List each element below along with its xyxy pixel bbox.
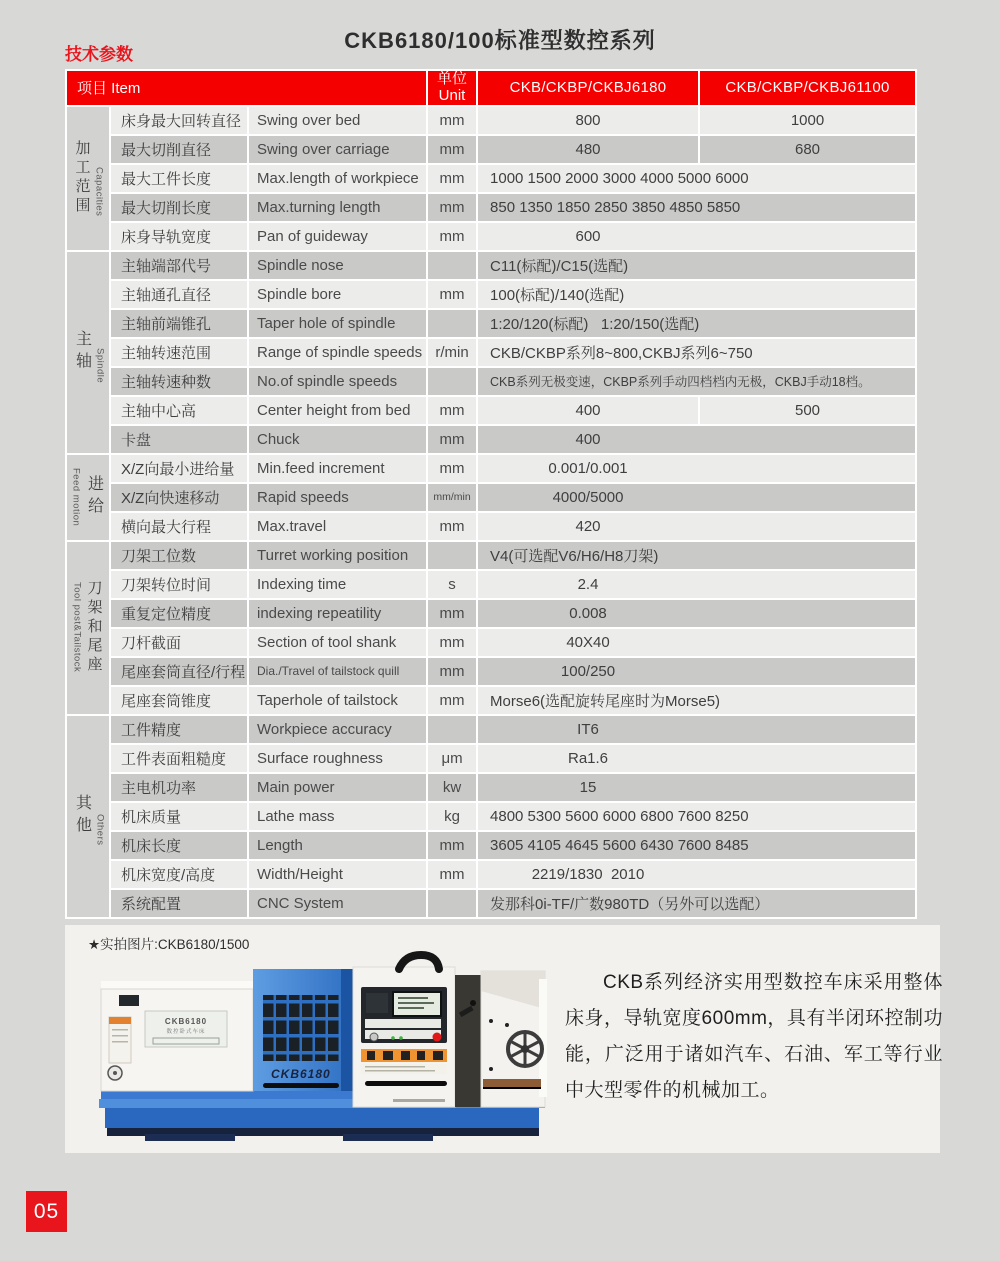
- value-cell: 1:20/120(标配) 1:20/150(选配): [478, 310, 915, 337]
- category-label-cn: 其他: [73, 794, 91, 839]
- spec-row: [67, 629, 915, 656]
- warning-label-header: [109, 1017, 131, 1024]
- category-label-cn: 加工范围: [73, 140, 91, 217]
- item-name-en: Main power: [249, 774, 426, 801]
- value-cell: [478, 658, 915, 685]
- item-name-cn: 主轴前端锥孔: [111, 310, 247, 337]
- value-text: 0.008: [569, 604, 607, 622]
- value-cell: [478, 745, 915, 772]
- value-cell: 850 1350 1850 2850 3850 4850 5850: [478, 194, 915, 221]
- warning-glyph: [401, 1051, 410, 1060]
- item-name-en: Section of tool shank: [249, 629, 426, 656]
- mode-knob: [370, 1033, 378, 1041]
- page-title: CKB6180/100标准型数控系列: [344, 28, 656, 53]
- info-label: [361, 1064, 447, 1074]
- value-cell: [478, 629, 915, 656]
- value-cell-61100: 680: [700, 136, 915, 163]
- unit-cell: r/min: [428, 339, 476, 366]
- category-cell: [67, 716, 109, 917]
- item-name-cn: 最大工件长度: [111, 165, 247, 192]
- category-label-en: Feed motion: [70, 467, 82, 527]
- item-name-cn: 主轴端部代号: [111, 252, 247, 279]
- screen-line: [398, 997, 428, 999]
- machine-foot-left: [145, 1134, 235, 1141]
- item-name-en: Max.length of workpiece: [249, 165, 426, 192]
- unit-cell: [428, 368, 476, 395]
- item-name-en: Dia./Travel of tailstock quill: [249, 658, 426, 685]
- machine-base: [105, 1108, 539, 1128]
- gauge-center: [113, 1071, 117, 1075]
- spec-row: [67, 107, 915, 134]
- item-name-cn: 刀杆截面: [111, 629, 247, 656]
- spec-row: [67, 368, 915, 395]
- item-name-en: Length: [249, 832, 426, 859]
- label-line: [112, 1029, 128, 1031]
- item-name-cn: 尾座套筒直径/行程: [111, 658, 247, 685]
- value-cell: 3605 4105 4645 5600 6430 7600 8485: [478, 832, 915, 859]
- value-cell: 100(标配)/140(选配): [478, 281, 915, 308]
- category-label-en: Capacities: [93, 167, 105, 217]
- category-label-cn: 进给: [85, 475, 103, 520]
- description-paragraph: CKB系列经济实用型数控车床采用整体床身，导轨宽度600mm，具有半闭环控制功能，广泛用于诸如汽车、石油、军工等行业中大型零件的机械加工。: [565, 972, 943, 1102]
- value-text: 400: [575, 430, 601, 448]
- item-name-cn: 工件精度: [111, 716, 247, 743]
- spec-row: [67, 484, 915, 511]
- item-name-cn: 主轴通孔直径: [111, 281, 247, 308]
- item-name-cn: 横向最大行程: [111, 513, 247, 540]
- bolt: [489, 1019, 493, 1023]
- indicator-light: [391, 1036, 395, 1040]
- spec-row: [67, 745, 915, 772]
- category-label-cn: 刀架和尾座: [85, 580, 103, 676]
- label-line: [112, 1035, 128, 1037]
- item-name-cn: 主轴转速种数: [111, 368, 247, 395]
- item-name-cn: 床身最大回转直径: [111, 107, 247, 134]
- item-name-en: Surface roughness: [249, 745, 426, 772]
- spec-row: [67, 281, 915, 308]
- value-cell: [478, 861, 915, 888]
- item-name-en: Spindle bore: [249, 281, 426, 308]
- unit-cell: mm: [428, 165, 476, 192]
- machine-foot-right: [343, 1134, 433, 1141]
- value-cell: [478, 716, 915, 743]
- unit-cell: mm/min: [428, 484, 476, 511]
- unit-cell: [428, 310, 476, 337]
- value-cell-61100: 500: [700, 397, 915, 424]
- unit-cell: s: [428, 571, 476, 598]
- spec-row: [67, 716, 915, 743]
- door-window-grid: [263, 995, 339, 1061]
- spec-row: [67, 165, 915, 192]
- vent-grille: [119, 995, 139, 1006]
- spec-row: [67, 310, 915, 337]
- spec-row: [67, 397, 915, 424]
- value-cell: 发那科0i-TF/广数980TD（另外可以选配）: [478, 890, 915, 917]
- unit-cell: [428, 252, 476, 279]
- spec-table: [65, 69, 917, 919]
- value-cell-61100: 1000: [700, 107, 915, 134]
- company-mark: [393, 1099, 445, 1102]
- item-name-cn: 机床质量: [111, 803, 247, 830]
- value-cell: [478, 484, 915, 511]
- value-text: 2219/1830 2010: [531, 865, 645, 883]
- item-name-cn: 刀架转位时间: [111, 571, 247, 598]
- value-text: Ra1.6: [568, 749, 609, 767]
- spec-row: [67, 455, 915, 482]
- bolt: [489, 1067, 493, 1071]
- spec-row: [67, 339, 915, 366]
- item-name-en: Chuck: [249, 426, 426, 453]
- item-name-cn: 机床长度: [111, 832, 247, 859]
- header-item: 项目 Item: [67, 71, 426, 105]
- warning-glyph: [433, 1051, 443, 1060]
- item-name-cn: 最大切削长度: [111, 194, 247, 221]
- item-name-cn: 工件表面粗糙度: [111, 745, 247, 772]
- item-name-en: Indexing time: [249, 571, 426, 598]
- machine-interior: [455, 975, 481, 1107]
- bed-guideway: [483, 1079, 541, 1087]
- cabinet-handle: [365, 1081, 447, 1086]
- indicator-light: [399, 1036, 403, 1040]
- item-name-en: Taper hole of spindle: [249, 310, 426, 337]
- titlebar: [0, 22, 1000, 64]
- item-name-en: Pan of guideway: [249, 223, 426, 250]
- category-label-en: Tool post&Tailstock: [71, 582, 83, 673]
- unit-cell: [428, 716, 476, 743]
- item-name-en: Swing over carriage: [249, 136, 426, 163]
- value-cell: V4(可选配V6/H6/H8刀架): [478, 542, 915, 569]
- lever-knob: [470, 1000, 476, 1006]
- value-cell: 4800 5300 5600 6000 6800 7600 8250: [478, 803, 915, 830]
- unit-cell: kw: [428, 774, 476, 801]
- unit-cell: mm: [428, 629, 476, 656]
- section-subtitle: 技术参数: [65, 45, 133, 64]
- spec-row: [67, 832, 915, 859]
- value-cell-6180: 800: [478, 107, 698, 134]
- value-text: 2.4: [577, 575, 599, 593]
- item-name-en: Max.turning length: [249, 194, 426, 221]
- value-text: 100/250: [560, 662, 616, 680]
- value-text: 0.001/0.001: [548, 459, 628, 477]
- label-line: [365, 1066, 425, 1068]
- unit-cell: mm: [428, 136, 476, 163]
- value-cell: [478, 600, 915, 627]
- unit-cell: mm: [428, 107, 476, 134]
- item-name-en: Lathe mass: [249, 803, 426, 830]
- item-name-en: indexing repeatility: [249, 600, 426, 627]
- name-plate-model: CKB6180: [164, 1017, 208, 1026]
- item-name-cn: 主电机功率: [111, 774, 247, 801]
- value-cell: [478, 223, 915, 250]
- emergency-stop-button: [433, 1033, 442, 1042]
- category-cell: [67, 542, 109, 714]
- page-number-badge: 05: [26, 1191, 67, 1232]
- spec-row: [67, 194, 915, 221]
- unit-cell: mm: [428, 281, 476, 308]
- unit-cell: mm: [428, 455, 476, 482]
- spec-row: [67, 600, 915, 627]
- item-name-en: No.of spindle speeds: [249, 368, 426, 395]
- bolt: [505, 1023, 509, 1027]
- value-cell: [478, 455, 915, 482]
- item-name-en: Spindle nose: [249, 252, 426, 279]
- spec-row: [67, 658, 915, 685]
- value-cell: C11(标配)/C15(选配): [478, 252, 915, 279]
- item-name-en: Min.feed increment: [249, 455, 426, 482]
- item-name-cn: X/Z向最小进给量: [111, 455, 247, 482]
- spec-table-header: [67, 71, 915, 105]
- spec-row: [67, 542, 915, 569]
- unit-cell: mm: [428, 426, 476, 453]
- item-name-cn: 机床宽度/高度: [111, 861, 247, 888]
- value-text: 40X40: [566, 633, 610, 651]
- warning-glyph: [383, 1051, 393, 1060]
- handwheel-hub: [521, 1045, 529, 1053]
- warning-glyph: [417, 1051, 425, 1060]
- unit-cell: mm: [428, 600, 476, 627]
- screen-line: [398, 1007, 424, 1009]
- value-text: 4000/5000: [552, 488, 624, 506]
- item-name-cn: 卡盘: [111, 426, 247, 453]
- unit-cell: mm: [428, 687, 476, 714]
- item-name-cn: 最大切削直径: [111, 136, 247, 163]
- item-name-cn: 尾座套筒锥度: [111, 687, 247, 714]
- item-name-en: Workpiece accuracy: [249, 716, 426, 743]
- item-name-cn: X/Z向快速移动: [111, 484, 247, 511]
- item-name-en: Turret working position: [249, 542, 426, 569]
- bed-edge: [483, 1087, 541, 1089]
- value-text: IT6: [577, 720, 599, 738]
- value-cell: CKB/CKBP系列8~800,CKBJ系列6~750: [478, 339, 915, 366]
- spec-row: [67, 223, 915, 250]
- item-name-cn: 床身导轨宽度: [111, 223, 247, 250]
- category-cell: [67, 107, 109, 250]
- category-label-en: Others: [94, 814, 106, 846]
- door-logo: CKB6180: [271, 1067, 331, 1081]
- label-line: [112, 1041, 128, 1043]
- spec-row: [67, 890, 915, 917]
- unit-cell: mm: [428, 832, 476, 859]
- value-text: 15: [579, 778, 597, 796]
- value-text: 600: [575, 227, 601, 245]
- category-cell: [67, 252, 109, 453]
- value-cell: 1000 1500 2000 3000 4000 5000 6000: [478, 165, 915, 192]
- unit-cell: mm: [428, 194, 476, 221]
- unit-cell: μm: [428, 745, 476, 772]
- spec-row: [67, 571, 915, 598]
- unit-cell: mm: [428, 861, 476, 888]
- item-name-en: Max.travel: [249, 513, 426, 540]
- spec-table-body: [67, 107, 915, 917]
- item-name-en: Range of spindle speeds: [249, 339, 426, 366]
- door-edge: [341, 969, 353, 1091]
- value-text: 420: [575, 517, 601, 535]
- item-name-cn: 系统配置: [111, 890, 247, 917]
- spec-row: [67, 803, 915, 830]
- item-name-en: Width/Height: [249, 861, 426, 888]
- item-name-en: Rapid speeds: [249, 484, 426, 511]
- header-unit: [428, 71, 476, 105]
- category-cell: [67, 455, 109, 540]
- spec-row: [67, 861, 915, 888]
- machine-photo: [93, 951, 558, 1146]
- spec-row: [67, 513, 915, 540]
- item-name-cn: 主轴中心高: [111, 397, 247, 424]
- value-cell: [478, 774, 915, 801]
- value-cell: [478, 571, 915, 598]
- door-handle: [263, 1083, 339, 1088]
- item-name-en: Swing over bed: [249, 107, 426, 134]
- spec-row: [67, 426, 915, 453]
- spec-row: [67, 687, 915, 714]
- photo-caption: ★实拍图片:CKB6180/1500: [88, 937, 250, 952]
- unit-cell: mm: [428, 658, 476, 685]
- item-name-cn: 主轴转速范围: [111, 339, 247, 366]
- item-name-en: Center height from bed: [249, 397, 426, 424]
- spec-row: [67, 252, 915, 279]
- category-label-cn: 主轴: [73, 330, 91, 375]
- spec-row: [67, 136, 915, 163]
- item-name-en: CNC System: [249, 890, 426, 917]
- label-line: [365, 1070, 435, 1072]
- cnc-keypad: [366, 993, 388, 1013]
- item-name-cn: 重复定位精度: [111, 600, 247, 627]
- cnc-key-row: [365, 1019, 441, 1028]
- header-model-61100: CKB/CKBP/CKBJ61100: [700, 71, 915, 105]
- unit-cell: [428, 890, 476, 917]
- value-cell: [478, 426, 915, 453]
- value-cell: [478, 513, 915, 540]
- header-unit-en: Unit: [438, 86, 466, 104]
- value-cell-6180: 480: [478, 136, 698, 163]
- unit-cell: kg: [428, 803, 476, 830]
- screen-line: [398, 1002, 434, 1004]
- warning-glyph: [367, 1051, 375, 1060]
- item-name-cn: 刀架工位数: [111, 542, 247, 569]
- category-label-en: Spindle: [94, 348, 106, 384]
- unit-cell: [428, 542, 476, 569]
- spec-row: [67, 774, 915, 801]
- name-plate-type: 数控卧式车床: [166, 1029, 206, 1035]
- value-cell: CKB系列无极变速，CKBP系列手动四档档内无极，CKBJ手动18档。: [478, 368, 915, 395]
- header-model-6180: CKB/CKBP/CKBJ6180: [478, 71, 698, 105]
- value-cell-6180: 400: [478, 397, 698, 424]
- unit-cell: mm: [428, 397, 476, 424]
- photo-panel: [65, 925, 943, 1153]
- unit-cell: mm: [428, 223, 476, 250]
- header-unit-cn: 单位: [437, 71, 468, 87]
- item-name-en: Taperhole of tailstock: [249, 687, 426, 714]
- value-cell: Morse6(选配旋转尾座时为Morse5): [478, 687, 915, 714]
- unit-cell: mm: [428, 513, 476, 540]
